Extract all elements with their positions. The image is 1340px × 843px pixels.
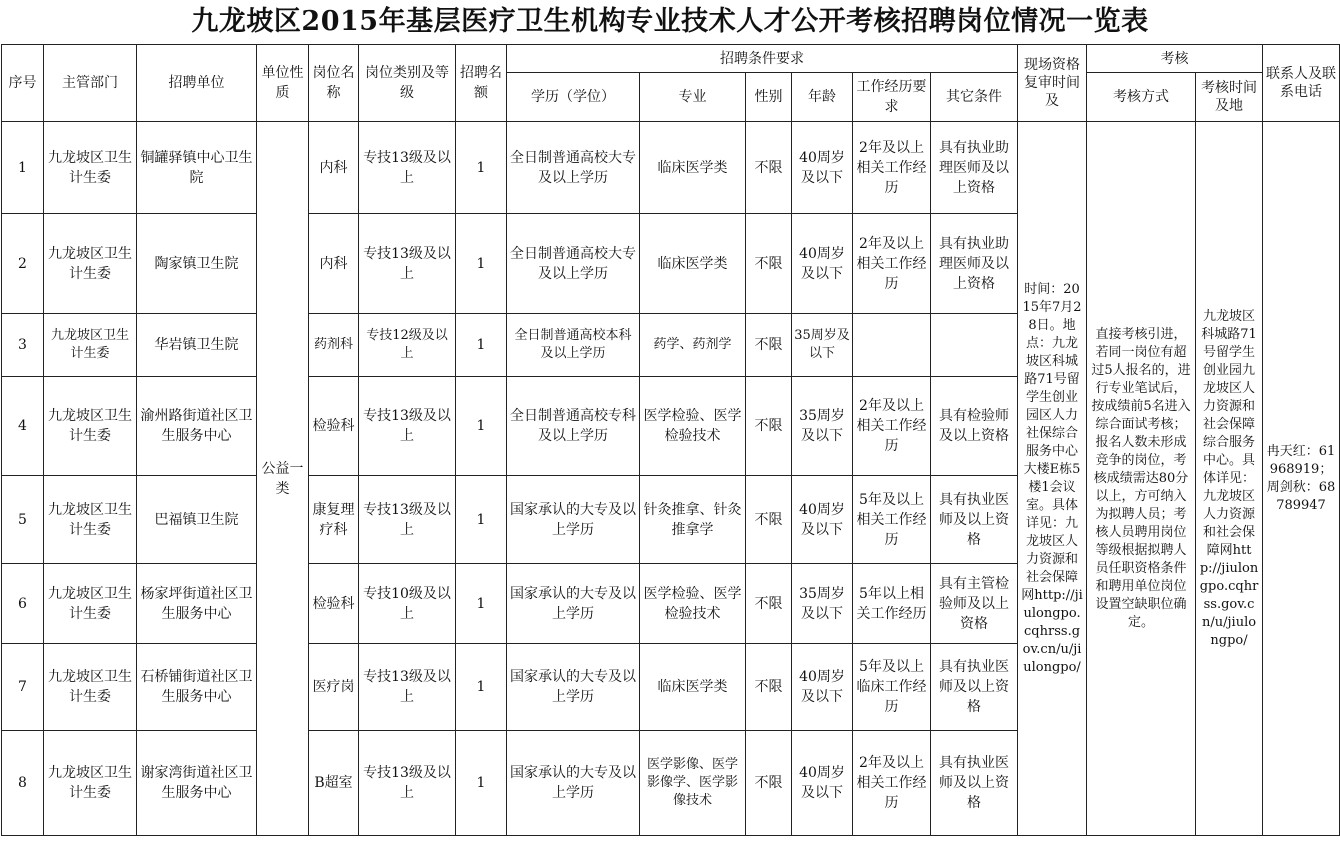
- cell-unit: 谢家湾街道社区卫生服务中心: [137, 731, 257, 836]
- header-contact: 联系人及联系电话: [1263, 45, 1340, 122]
- cell-seq: 1: [2, 122, 44, 214]
- cell-age: 40周岁及以下: [792, 122, 853, 214]
- cell-other: 具有执业医师及以上资格: [931, 476, 1018, 564]
- cell-gender: 不限: [746, 122, 792, 214]
- cell-age: 40周岁及以下: [792, 476, 853, 564]
- cell-edu: 全日制普通高校专科及以上学历: [507, 377, 640, 476]
- cell-grade: 专技13级及以上: [359, 122, 456, 214]
- cell-grade: 专技13级及以上: [359, 377, 456, 476]
- cell-other: 具有检验师及以上资格: [931, 377, 1018, 476]
- cell-major: 针灸推拿、针灸推拿学: [640, 476, 746, 564]
- cell-post: 检验科: [309, 377, 359, 476]
- cell-seq: 7: [2, 644, 44, 731]
- cell-grade: 专技13级及以上: [359, 214, 456, 314]
- cell-major: 医学影像、医学影像学、医学影像技术: [640, 731, 746, 836]
- cell-unit: 石桥铺街道社区卫生服务中心: [137, 644, 257, 731]
- cell-major: 药学、药剂学: [640, 314, 746, 377]
- cell-age: 40周岁及以下: [792, 214, 853, 314]
- cell-edu: 国家承认的大专及以上学历: [507, 644, 640, 731]
- header-conditions: 招聘条件要求: [507, 45, 1018, 73]
- cell-seq: 3: [2, 314, 44, 377]
- table-row: [2, 122, 1340, 214]
- cell-grade: 专技13级及以上: [359, 731, 456, 836]
- header-major: 专业: [640, 73, 746, 122]
- header-work: 工作经历要求: [853, 73, 931, 122]
- cell-unit: 渝州路街道社区卫生服务中心: [137, 377, 257, 476]
- cell-review-merged: 时间：2015年7月28日。地点：九龙坡区科城路71号留学生创业园区人力社保综合服务中心大楼E栋5楼1会议室。具体详见：九龙坡区人力资源和社会保障网http://jiulongpo.cqhrss.gov.cn/u/jiulongpo/: [1018, 122, 1087, 836]
- cell-edu: 全日制普通高校大专及以上学历: [507, 122, 640, 214]
- cell-post: 内科: [309, 122, 359, 214]
- cell-dept: 九龙坡区卫生计生委: [44, 122, 137, 214]
- header-review: 现场资格复审时间及: [1018, 45, 1087, 122]
- cell-gender: 不限: [746, 476, 792, 564]
- cell-age: 35周岁及以下: [792, 314, 853, 377]
- cell-dept: 九龙坡区卫生计生委: [44, 214, 137, 314]
- header-exam-method: 考核方式: [1087, 73, 1196, 122]
- header-dept: 主管部门: [44, 45, 137, 122]
- header-exam-place: 考核时间及地: [1196, 73, 1263, 122]
- cell-post: 药剂科: [309, 314, 359, 377]
- cell-edu: 全日制普通高校本科及以上学历: [507, 314, 640, 377]
- header-quota: 招聘名额: [456, 45, 507, 122]
- cell-edu: 国家承认的大专及以上学历: [507, 564, 640, 644]
- cell-gender: 不限: [746, 564, 792, 644]
- cell-major: 医学检验、医学检验技术: [640, 564, 746, 644]
- cell-major: 临床医学类: [640, 214, 746, 314]
- cell-quota: 1: [456, 644, 507, 731]
- header-edu: 学历（学位）: [507, 73, 640, 122]
- cell-post: B超室: [309, 731, 359, 836]
- header-age: 年龄: [792, 73, 853, 122]
- cell-post: 检验科: [309, 564, 359, 644]
- cell-grade: 专技13级及以上: [359, 476, 456, 564]
- cell-seq: 6: [2, 564, 44, 644]
- cell-work: 5年以上相关工作经历: [853, 564, 931, 644]
- cell-post: 医疗岗: [309, 644, 359, 731]
- header-exam: 考核: [1087, 45, 1263, 73]
- cell-seq: 5: [2, 476, 44, 564]
- page-title: 九龙坡区2015年基层医疗卫生机构专业技术人才公开考核招聘岗位情况一览表: [191, 6, 1149, 37]
- cell-other: 具有执业医师及以上资格: [931, 644, 1018, 731]
- cell-seq: 4: [2, 377, 44, 476]
- cell-other: 具有执业助理医师及以上资格: [931, 122, 1018, 214]
- cell-seq: 8: [2, 731, 44, 836]
- header-seq: 序号: [2, 45, 44, 122]
- cell-quota: 1: [456, 564, 507, 644]
- cell-dept: 九龙坡区卫生计生委: [44, 731, 137, 836]
- cell-post: 内科: [309, 214, 359, 314]
- cell-post: 康复理疗科: [309, 476, 359, 564]
- cell-work: 5年及以上临床工作经历: [853, 644, 931, 731]
- cell-work: 5年及以上相关工作经历: [853, 476, 931, 564]
- cell-other: [931, 314, 1018, 377]
- cell-work: 2年及以上相关工作经历: [853, 214, 931, 314]
- cell-work: 2年及以上相关工作经历: [853, 122, 931, 214]
- cell-exam-place-merged: 九龙坡区科城路71号留学生创业园九龙坡区人力资源和社会保障综合服务中心。具体详见：九龙坡区人力资源和社会保障网http://jiulongpo.cqhrss.gov.cn/u/jiulongpo/: [1196, 122, 1263, 836]
- cell-age: 35周岁及以下: [792, 564, 853, 644]
- cell-nature-merged: 公益一类: [257, 122, 309, 836]
- cell-work: 2年及以上相关工作经历: [853, 377, 931, 476]
- cell-age: 35周岁及以下: [792, 377, 853, 476]
- header-gender: 性别: [746, 73, 792, 122]
- header-unit: 招聘单位: [137, 45, 257, 122]
- cell-dept: 九龙坡区卫生计生委: [44, 314, 137, 377]
- cell-exam-method-merged: 直接考核引进，若同一岗位有超过5人报名的，进行专业笔试后，按成绩前5名进入综合面试考核；报名人数未形成竞争的岗位，考核成绩需达80分以上，方可纳入为拟聘人员；考核人员聘用岗位等级根据拟聘人员任职资格条件和聘用单位岗位设置空缺职位确定。: [1087, 122, 1196, 836]
- cell-edu: 全日制普通高校大专及以上学历: [507, 214, 640, 314]
- cell-quota: 1: [456, 476, 507, 564]
- cell-gender: 不限: [746, 214, 792, 314]
- cell-gender: 不限: [746, 314, 792, 377]
- cell-major: 医学检验、医学检验技术: [640, 377, 746, 476]
- cell-grade: 专技10级及以上: [359, 564, 456, 644]
- cell-unit: 陶家镇卫生院: [137, 214, 257, 314]
- cell-dept: 九龙坡区卫生计生委: [44, 564, 137, 644]
- cell-quota: 1: [456, 731, 507, 836]
- cell-quota: 1: [456, 122, 507, 214]
- cell-other: 具有执业医师及以上资格: [931, 731, 1018, 836]
- cell-quota: 1: [456, 377, 507, 476]
- header-grade: 岗位类别及等级: [359, 45, 456, 122]
- cell-gender: 不限: [746, 644, 792, 731]
- cell-age: 40周岁及以下: [792, 644, 853, 731]
- header-row-1: [2, 45, 1340, 73]
- cell-quota: 1: [456, 214, 507, 314]
- cell-unit: 杨家坪街道社区卫生服务中心: [137, 564, 257, 644]
- cell-edu: 国家承认的大专及以上学历: [507, 731, 640, 836]
- cell-other: 具有执业助理医师及以上资格: [931, 214, 1018, 314]
- cell-unit: 铜罐驿镇中心卫生院: [137, 122, 257, 214]
- cell-gender: 不限: [746, 731, 792, 836]
- cell-gender: 不限: [746, 377, 792, 476]
- cell-major: 临床医学类: [640, 122, 746, 214]
- cell-unit: 华岩镇卫生院: [137, 314, 257, 377]
- header-other: 其它条件: [931, 73, 1018, 122]
- cell-age: 40周岁及以下: [792, 731, 853, 836]
- cell-major: 临床医学类: [640, 644, 746, 731]
- cell-dept: 九龙坡区卫生计生委: [44, 644, 137, 731]
- cell-quota: 1: [456, 314, 507, 377]
- cell-edu: 国家承认的大专及以上学历: [507, 476, 640, 564]
- cell-contact-merged: 冉天红：61968919；周剑秋：68789947: [1263, 122, 1340, 836]
- cell-seq: 2: [2, 214, 44, 314]
- cell-work: 2年及以上相关工作经历: [853, 731, 931, 836]
- recruitment-table: [1, 44, 1340, 836]
- cell-unit: 巴福镇卫生院: [137, 476, 257, 564]
- cell-dept: 九龙坡区卫生计生委: [44, 377, 137, 476]
- cell-other: 具有主管检验师及以上资格: [931, 564, 1018, 644]
- cell-grade: 专技13级及以上: [359, 644, 456, 731]
- header-nature: 单位性质: [257, 45, 309, 122]
- cell-work: [853, 314, 931, 377]
- header-post: 岗位名称: [309, 45, 359, 122]
- cell-dept: 九龙坡区卫生计生委: [44, 476, 137, 564]
- cell-grade: 专技12级及以上: [359, 314, 456, 377]
